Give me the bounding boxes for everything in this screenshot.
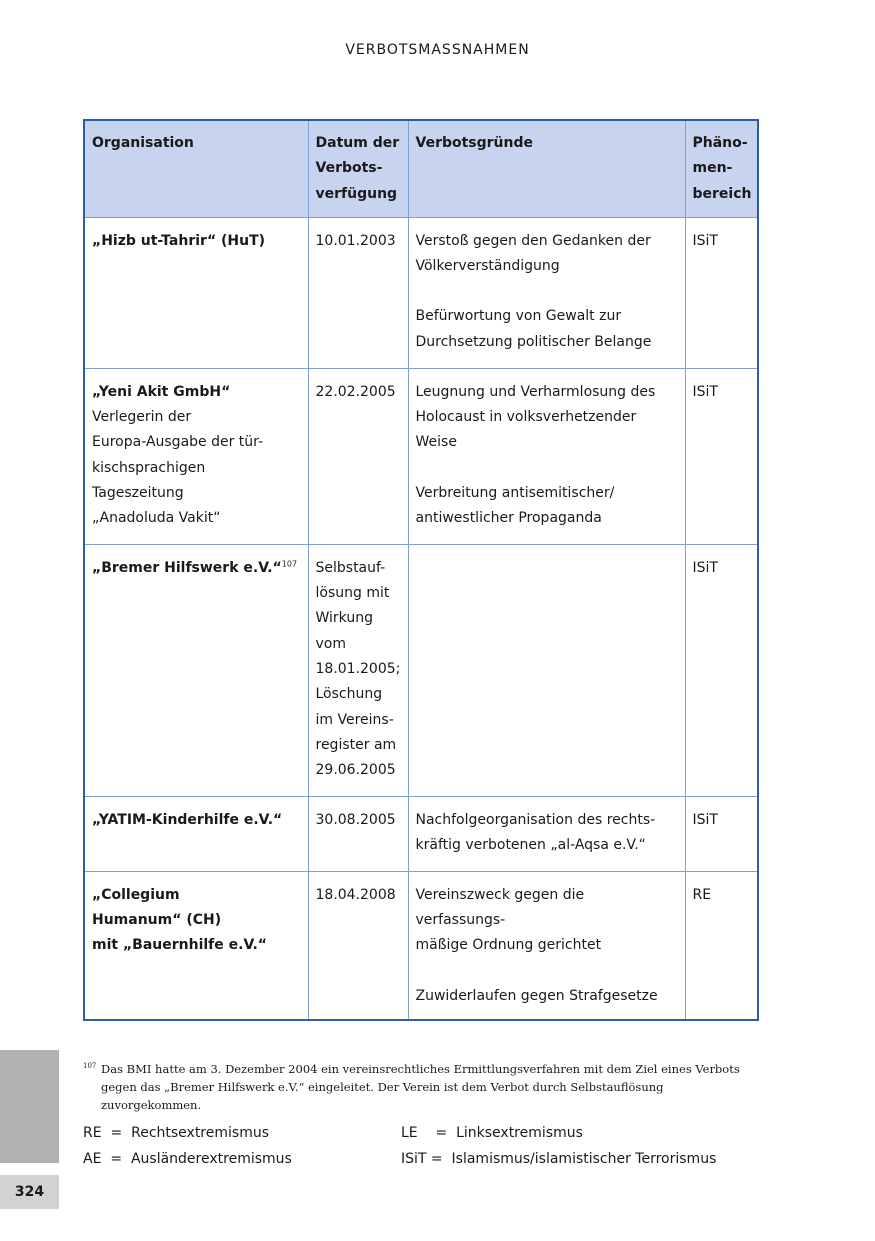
- header-organisation: Organisation: [84, 120, 308, 217]
- organisation-name: „Collegium Humanum“ (CH) mit „Bauernhilfe e.V.“: [92, 886, 267, 954]
- cell-organisation: [84, 368, 308, 544]
- organisation-name: „Hizb ut-Tahrir“ (HuT): [92, 232, 266, 249]
- header-date: Datum der Verbots- verfügung: [308, 120, 408, 217]
- reason-paragraph: Verstoß gegen den Gedanken der Völkerverständigung: [415, 232, 651, 275]
- reason-paragraph: Nachfolgeorganisation des rechts- kräftig verbotenen „al-Aqsa e.V.“: [415, 811, 656, 854]
- cell-area: ISiT: [685, 544, 758, 796]
- footnote-reference: 107: [281, 559, 298, 569]
- organisation-name: „Yeni Akit GmbH“: [92, 383, 231, 400]
- table-row: [84, 217, 758, 368]
- cell-date: 18.04.2008: [308, 871, 408, 1020]
- cell-area: RE: [685, 871, 758, 1020]
- cell-date: 30.08.2005: [308, 796, 408, 871]
- cell-area: ISiT: [685, 796, 758, 871]
- header-reasons: Verbotsgründe: [408, 120, 685, 217]
- ban-measures-table: [83, 119, 759, 1021]
- cell-reasons: [408, 368, 685, 544]
- footnote: [83, 1060, 763, 1114]
- legend-re: RE = Rechtsextremismus: [83, 1125, 269, 1141]
- page-number: 324: [0, 1175, 59, 1209]
- legend-isit: ISiT = Islamismus/islamistischer Terrorismus: [401, 1151, 717, 1167]
- cell-organisation: [84, 796, 308, 871]
- reason-paragraph: Verbreitung antisemitischer/ antiwestlicher Propaganda: [415, 484, 615, 527]
- cell-reasons: [408, 544, 685, 796]
- table-header-row: [84, 120, 758, 217]
- organisation-name: „YATIM-Kinderhilfe e.V.“: [92, 811, 283, 828]
- header-area: Phäno- men- bereich: [685, 120, 758, 217]
- reason-paragraph: Vereinszweck gegen die verfassungs- mäßige Ordnung gerichtet: [415, 886, 602, 954]
- cell-organisation: [84, 544, 308, 796]
- organisation-name: „Bremer Hilfswerk e.V.“: [92, 559, 282, 576]
- side-margin-bar: [0, 1050, 59, 1163]
- table-row: [84, 796, 758, 871]
- reason-paragraph: Befürwortung von Gewalt zur Durchsetzung politischer Belange: [415, 308, 652, 350]
- cell-date: 10.01.2003: [308, 217, 408, 368]
- cell-reasons: [408, 796, 685, 871]
- cell-organisation: [84, 217, 308, 368]
- cell-reasons: [408, 217, 685, 368]
- cell-area: ISiT: [685, 217, 758, 368]
- table-row: [84, 544, 758, 796]
- footnote-text: Das BMI hatte am 3. Dezember 2004 ein vereinsrechtliches Ermittlungsverfahren mit dem Ziel eines Verbots gegen das „Bremer Hilfswerk e.V.“ eingeleitet. Der Verein ist dem Verbot durch Selbstauflösung zuvorgekommen.: [101, 1062, 740, 1112]
- cell-date: 22.02.2005: [308, 368, 408, 544]
- running-head: VERBOTSMASSNAHMEN: [345, 42, 530, 58]
- table-row: [84, 871, 758, 1020]
- legend-ae: AE = Ausländerextremismus: [83, 1151, 292, 1167]
- reason-paragraph: Leugnung und Verharmlosung des Holocaust in volksverhetzender Weise: [415, 383, 656, 451]
- cell-area: ISiT: [685, 368, 758, 544]
- cell-reasons: [408, 871, 685, 1020]
- cell-date: Selbstauf- lösung mit Wirkung vom 18.01.2005; Löschung im Vereins- register am 29.06.2005: [308, 544, 408, 796]
- cell-organisation: [84, 871, 308, 1020]
- table-row: [84, 368, 758, 544]
- legend-le: LE = Linksextremismus: [401, 1125, 583, 1141]
- reason-paragraph: Zuwiderlaufen gegen Strafgesetze: [415, 987, 658, 1004]
- footnote-number: 107: [83, 1062, 97, 1070]
- organisation-detail: Verlegerin der Europa-Ausgabe der tür- kischsprachigen Tageszeitung „Anadoluda Vakit“: [92, 409, 264, 527]
